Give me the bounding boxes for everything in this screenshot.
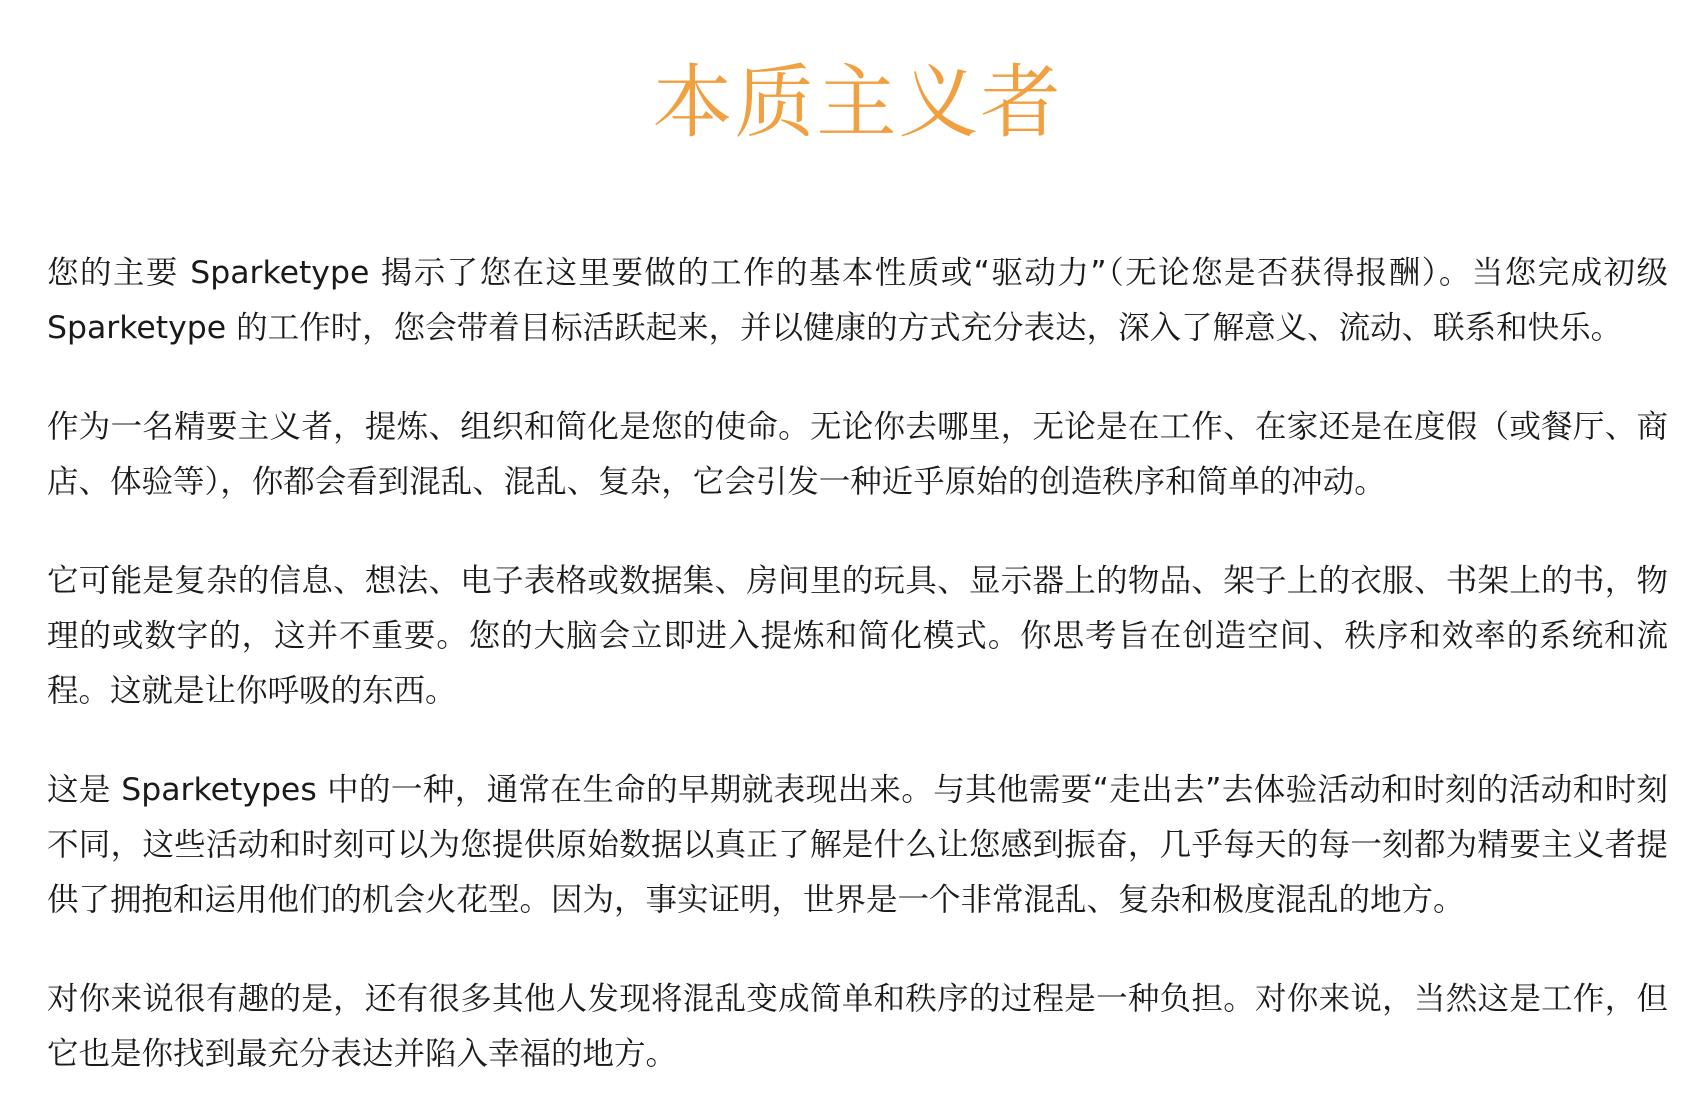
paragraph: 您的主要 Sparketype 揭示了您在这里要做的工作的基本性质或“驱动力”（无论您是否获得报酬）。当您完成初级 Sparketype 的工作时，您会带着目标活跃起来，并以健康的方式充分表达，深入了解意义、流动、联系和快乐。 — [47, 255, 1668, 346]
paragraph: 这是 Sparketypes 中的一种，通常在生命的早期就表现出来。与其他需要“走出去”去体验活动和时刻的活动和时刻不同，这些活动和时刻可以为您提供原始数据以真正了解是什么让您感到振奋，几乎每天的每一刻都为精要主义者提供了拥抱和运用他们的机会火花型。因为，事实证明，世界是一个非常混乱、复杂和极度混乱的地方。 — [47, 772, 1668, 918]
paragraph: 它可能是复杂的信息、想法、电子表格或数据集、房间里的玩具、显示器上的物品、架子上的衣服、书架上的书，物理的或数字的，这并不重要。您的大脑会立即进入提炼和简化模式。你思考旨在创造空间、秩序和效率的系统和流程。这就是让你呼吸的东西。 — [47, 563, 1668, 709]
paragraph: 对你来说很有趣的是，还有很多其他人发现将混乱变成简单和秩序的过程是一种负担。对你来说，当然这是工作，但它也是你找到最充分表达并陷入幸福的地方。 — [47, 981, 1668, 1072]
paragraph: 作为一名精要主义者，提炼、组织和简化是您的使命。无论你去哪里，无论是在工作、在家还是在度假（或餐厅、商店、体验等），你都会看到混乱、混乱、复杂，它会引发一种近乎原始的创造秩序和简单的冲动。 — [47, 409, 1668, 500]
page-title: 本质主义者 — [652, 56, 1063, 149]
article-body — [47, 246, 1668, 1082]
